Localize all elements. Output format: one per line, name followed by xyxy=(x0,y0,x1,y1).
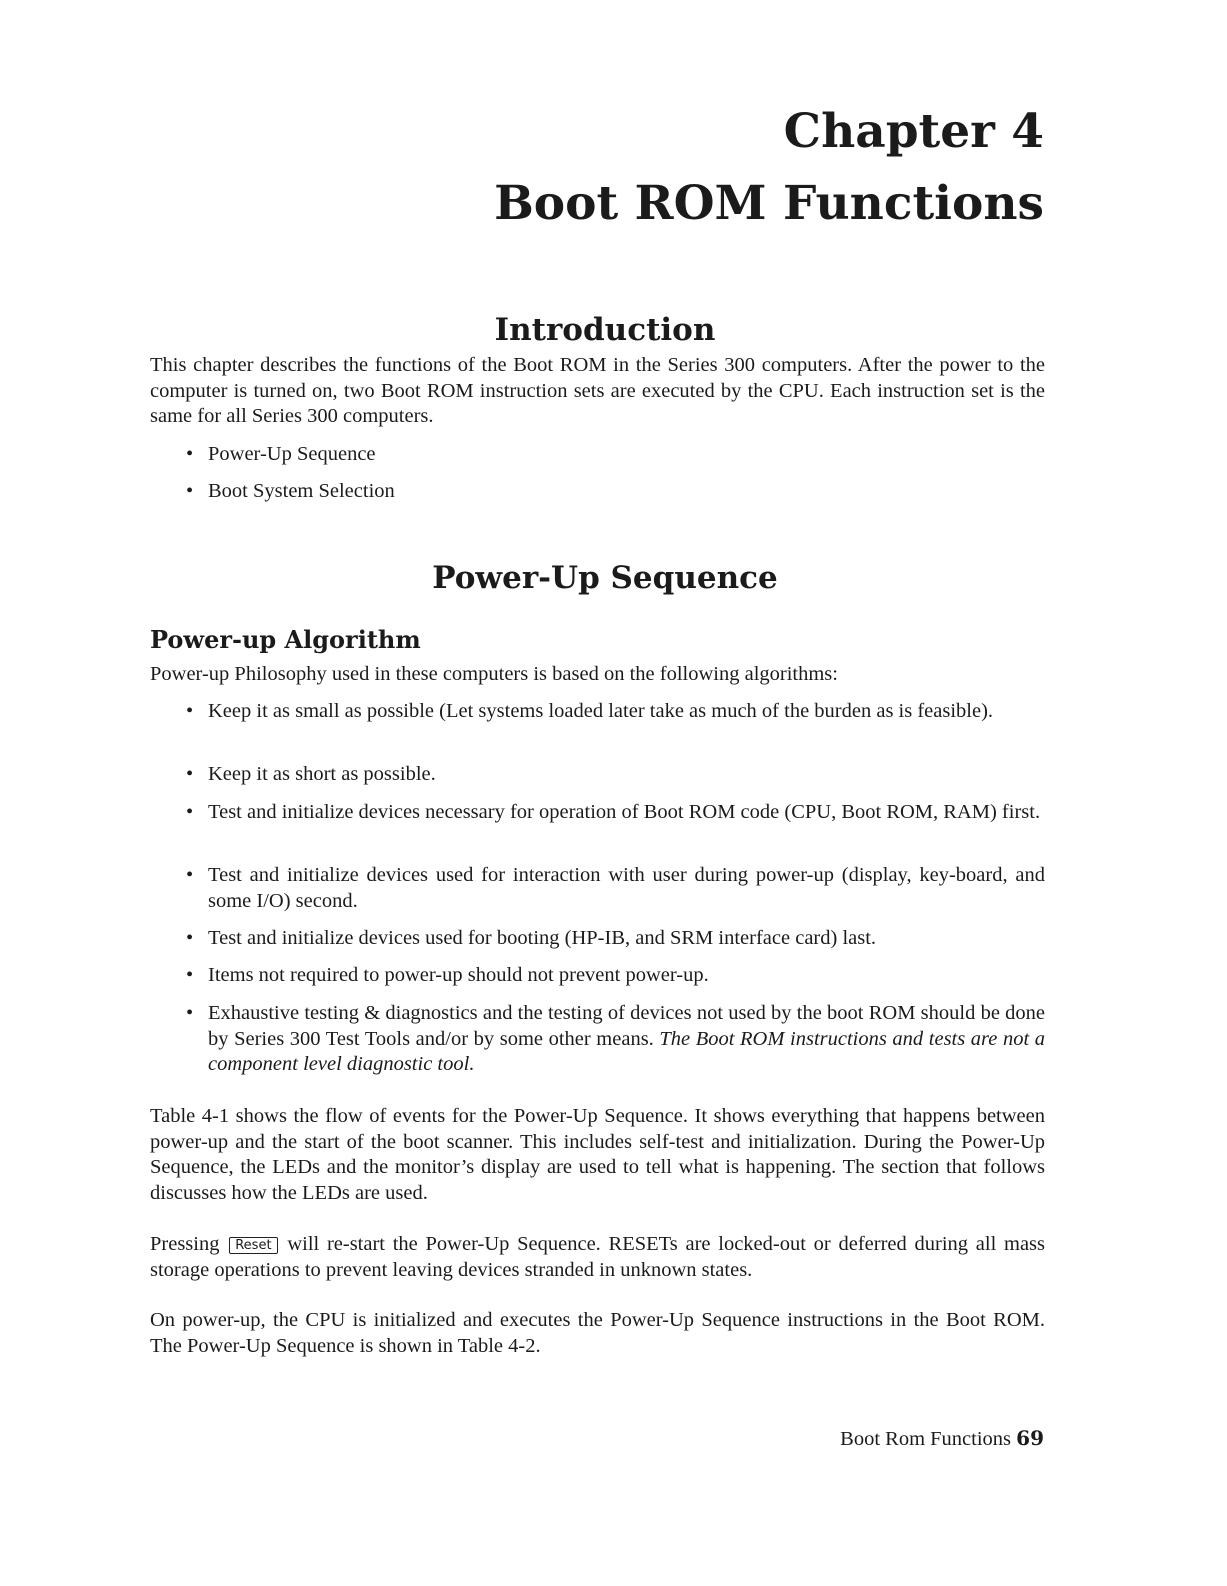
bullet-icon: • xyxy=(186,801,194,823)
cpu-paragraph: On power-up, the CPU is initialized and executes the Power-Up Sequence instructions in the Boot ROM. The Power-Up Sequence is shown in Table 4-2. xyxy=(150,1309,1045,1357)
power-up-heading: Power-Up Sequence xyxy=(432,560,778,596)
list-item: • Boot System Selection xyxy=(186,479,1045,505)
list-item xyxy=(186,1001,1045,1078)
bullet-icon: • xyxy=(186,443,194,465)
algorithm-intro: Power-up Philosophy used in these computers is based on the following algorithms: xyxy=(150,663,838,685)
introduction-paragraph: This chapter describes the functions of the Boot ROM in the Series 300 computers. After the power to the computer is turned on, two Boot ROM instruction sets are executed by the CPU. Each instruction set is the same for all Series 300 computers. xyxy=(150,354,1045,427)
bullet-icon: • xyxy=(186,1002,194,1024)
bullet-text: Exhaustive testing & diagnostics and the testing of devices not used by the boot ROM should be done by Series 300 Test Tools and/or by some other means. xyxy=(208,1002,1045,1050)
list-item: • Power-Up Sequence xyxy=(186,442,1045,468)
table-flow-paragraph: Table 4-1 shows the flow of events for the Power-Up Sequence. It shows everything that happens between power-up and the start of the boot scanner. This includes self-test and initialization. During the Power-Up Sequence, the LEDs and the monitor’s display are used to tell what is happening. The section that follows discusses how the LEDs are used. xyxy=(150,1105,1045,1204)
chapter-number: Chapter 4 xyxy=(783,104,1044,159)
algorithm-heading: Power-up Algorithm xyxy=(150,625,421,654)
page-footer xyxy=(840,1425,1044,1452)
bullet-emphasis: The Boot ROM instructions and tests are not a component level diagnostic tool. xyxy=(208,1027,1045,1075)
bullet-icon: • xyxy=(186,763,194,785)
chapter-title: Boot ROM Functions xyxy=(494,176,1044,231)
bullet-icon: • xyxy=(186,700,194,722)
list-item: • Test and initialize devices used for booting (HP-IB, and SRM interface card) last. xyxy=(186,926,1045,952)
reset-paragraph: Pressing Reset will re-start the Power-Up Sequence. RESETs are locked-out or deferred during all mass storage operations to prevent leaving devices stranded in unknown states. xyxy=(150,1233,1046,1281)
bullet-icon: • xyxy=(186,864,194,886)
list-item: • Keep it as small as possible (Let systems loaded later take as much of the burden as is feasible). xyxy=(186,699,1045,725)
list-item: • Test and initialize devices necessary for operation of Boot ROM code (CPU, Boot ROM, RAM) first. xyxy=(186,800,1045,826)
introduction-heading: Introduction xyxy=(494,312,716,348)
bullet-icon: • xyxy=(186,964,194,986)
list-item: • Keep it as short as possible. xyxy=(186,762,1045,788)
bullet-icon: • xyxy=(186,927,194,949)
footer-label: Boot Rom Functions xyxy=(840,1428,1012,1450)
page-number: 69 xyxy=(1016,1426,1044,1450)
list-item: • Items not required to power-up should not prevent power-up. xyxy=(186,963,1045,989)
list-item: • Test and initialize devices used for interaction with user during power-up (display, key-board, and some I/O) second. xyxy=(186,864,1045,912)
bullet-icon: • xyxy=(186,480,194,502)
reset-key: Reset xyxy=(229,1237,277,1254)
